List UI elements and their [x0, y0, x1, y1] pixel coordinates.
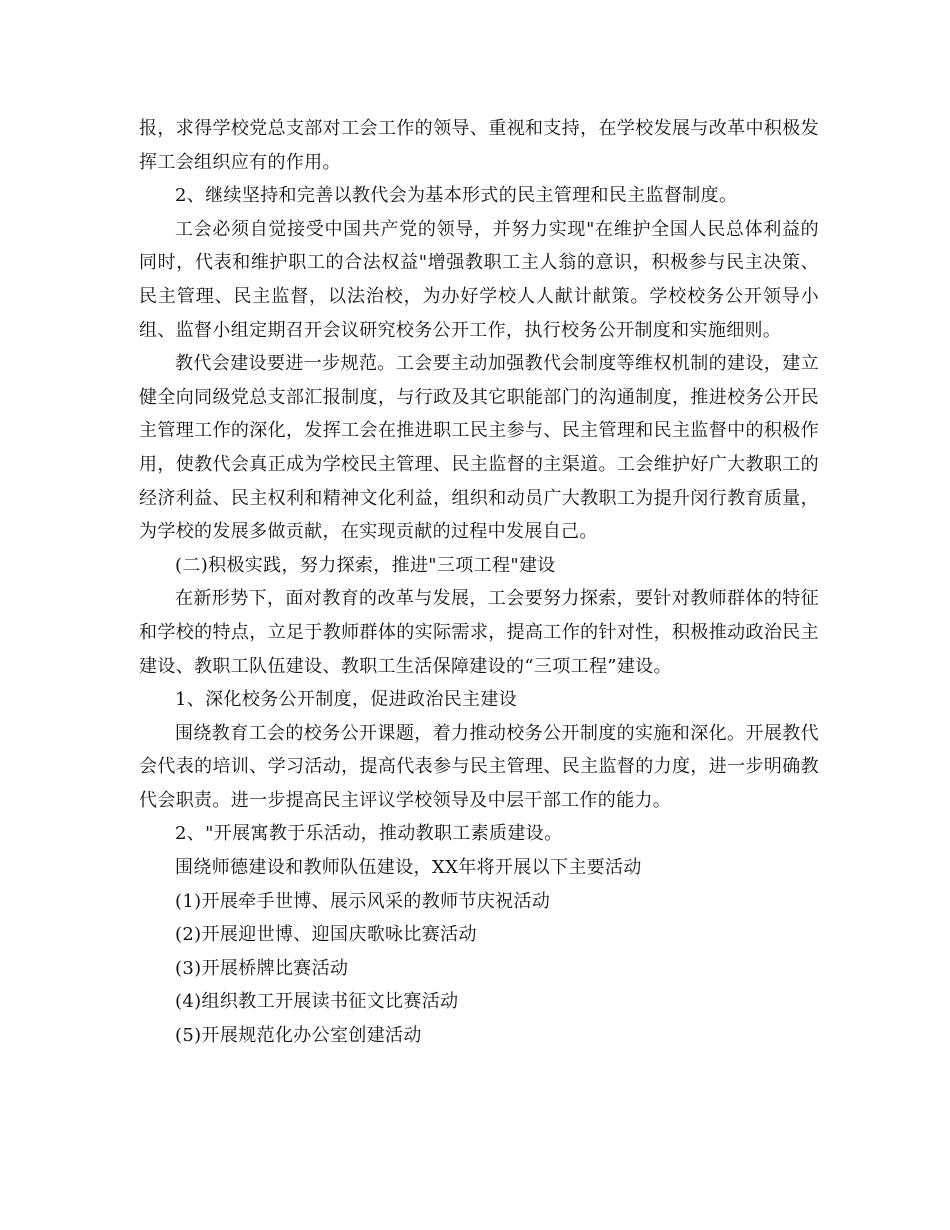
section-heading-2: 2、继续坚持和完善以教代会为基本形式的民主管理和民主监督制度。	[175, 185, 738, 207]
list-item: (3)开展桥牌比赛活动	[175, 957, 349, 979]
list-item: (5)开展规范化办公室创建活动	[175, 1025, 422, 1047]
list-item: (1)开展牵手世博、展示风采的教师节庆祝活动	[175, 890, 551, 912]
section-heading-er: (二)积极实践，努力探索，推进"三项工程"建设	[175, 554, 556, 576]
paragraph: 在新形势下，面对教育的改革与发展，工会要努力探索，要针对教师群体的特征和学校的特点，立足于教师群体的实际需求，提高工作的针对性，积极推动政治民主建设、教职工队伍建设、教职工生活保障建设的“三项工程”建设。	[139, 588, 819, 677]
document-body	[139, 112, 819, 1053]
list-item: (4)组织教工开展读书征文比赛活动	[175, 991, 459, 1013]
paragraph: 教代会建设要进一步规范。工会要主动加强教代会制度等维权机制的建设，建立健全向同级党总支部汇报制度，与行政及其它职能部门的沟通制度，推进校务公开民主管理工作的深化，发挥工会在推进职工民主参与、民主管理和民主监督中的积极作用，使教代会真正成为学校民主管理、民主监督的主渠道。工会维护好广大教职工的经济利益、民主权利和精神文化利益，组织和动员广大教职工为提升闵行教育质量，为学校的发展多做贡献，在实现贡献的过程中发展自己。	[139, 353, 819, 543]
list-item: (2)开展迎世博、迎国庆歌咏比赛活动	[175, 924, 477, 946]
paragraph: 工会必须自觉接受中国共产党的领导，并努力实现"在维护全国人民总体利益的同时，代表和维护职工的合法权益"增强教职工主人翁的意识，积极参与民主决策、民主管理、民主监督，以法治校，为办好学校人人献计献策。学校校务公开领导小组、监督小组定期召开会议研究校务公开工作，执行校务公开制度和实施细则。	[139, 218, 819, 341]
section-heading-1: 1、深化校务公开制度，促进政治民主建设	[175, 689, 518, 711]
paragraph: 围绕师德建设和教师队伍建设，XX年将开展以下主要活动	[175, 857, 642, 879]
paragraph: 围绕教育工会的校务公开课题，着力推动校务公开制度的实施和深化。开展教代会代表的培训、学习活动，提高代表参与民主管理、民主监督的力度，进一步明确教代会职责。进一步提高民主评议学校领导及中层干部工作的能力。	[139, 722, 819, 811]
paragraph-continuation: 报，求得学校党总支部对工会工作的领导、重视和支持，在学校发展与改革中积极发挥工会组织应有的作用。	[139, 118, 819, 173]
section-heading-2b: 2、"开展寓教于乐活动，推动教职工素质建设。	[175, 823, 563, 845]
